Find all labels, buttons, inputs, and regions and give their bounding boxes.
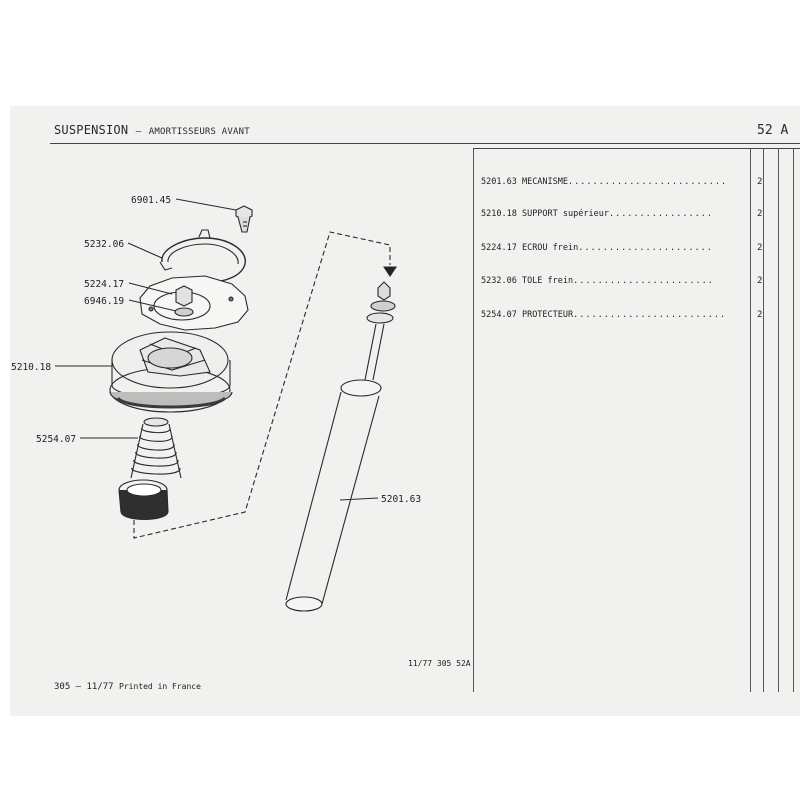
callout-shock-absorber: 5201.63 xyxy=(381,494,422,505)
part-name: PROTECTEUR xyxy=(521,310,574,320)
page-code: 52 A xyxy=(757,123,789,138)
title-dash: – xyxy=(135,127,142,137)
shock-absorber-drawing xyxy=(286,282,395,611)
mounting-plate-drawing xyxy=(140,276,248,330)
part-qty: 2 xyxy=(757,276,763,286)
callout-bellows: 5254.07 xyxy=(36,434,77,445)
part-qty: 2 xyxy=(757,177,763,187)
part-qty: 2 xyxy=(757,209,763,219)
part-ref: 5254.07 xyxy=(481,310,517,320)
part-leader: ...................... xyxy=(578,243,713,253)
part-leader: ......................... xyxy=(573,310,727,320)
footer-printed: Printed in France xyxy=(119,682,201,691)
part-name: SUPPORT supérieur xyxy=(521,209,609,219)
subsection-title: AMORTISSEURS AVANT xyxy=(148,127,250,137)
part-qty: 2 xyxy=(757,310,763,320)
section-title: SUSPENSION xyxy=(54,123,129,137)
callout-bolt: 6901.45 xyxy=(131,195,172,206)
part-ref: 5201.63 xyxy=(481,177,517,187)
bolt-drawing xyxy=(236,206,252,232)
reference-code: 11/77 305 52A xyxy=(408,659,471,668)
part-qty: 2 xyxy=(757,243,763,253)
footer-code: 305 – 11/77 xyxy=(54,682,114,692)
callout-lock-nut: 5224.17 xyxy=(84,279,125,290)
part-ref: 5232.06 xyxy=(481,276,517,286)
part-ref: 5224.17 xyxy=(481,243,517,253)
part-name: TOLE frein xyxy=(521,276,574,286)
upper-support-drawing xyxy=(110,332,232,412)
callout-lock-plate: 5232.06 xyxy=(84,239,125,250)
part-leader: ....................... xyxy=(573,276,714,286)
bellows-drawing xyxy=(119,418,181,520)
part-ref: 5210.18 xyxy=(481,209,517,219)
part-leader: ................. xyxy=(608,209,713,219)
part-name: ECROU frein xyxy=(521,243,579,253)
lock-plate-drawing xyxy=(160,230,245,282)
callout-washer: 6946.19 xyxy=(84,296,125,307)
footer xyxy=(54,682,201,692)
callout-upper-support: 5210.18 xyxy=(11,362,52,373)
part-name: MECANISME xyxy=(521,177,569,187)
part-leader: .......................... xyxy=(568,177,728,187)
